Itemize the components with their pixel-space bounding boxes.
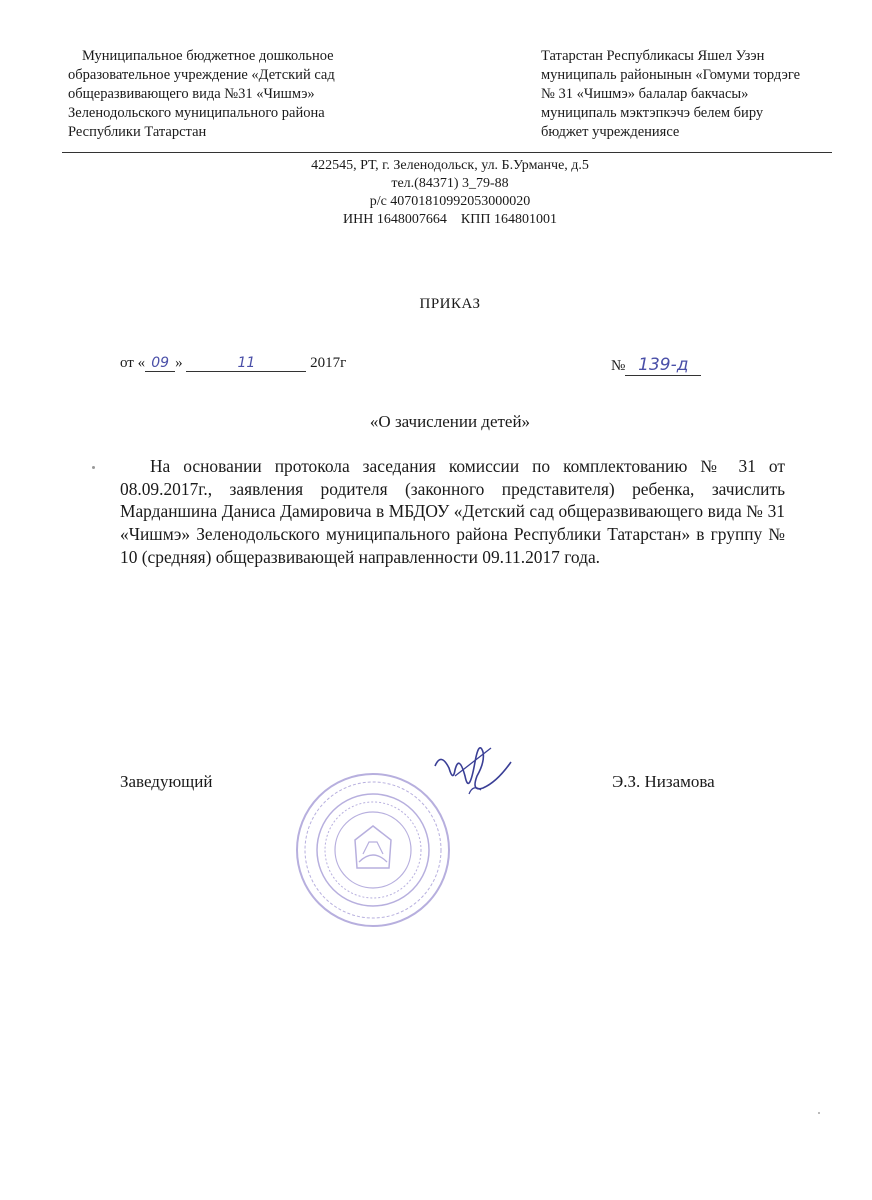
kpp: КПП 164801001 (460, 212, 557, 227)
header-divider (62, 152, 832, 153)
header-right-line: муниципаль районынын «Гомуми тордэге (541, 67, 801, 83)
number-value: 139-д (625, 355, 701, 376)
order-body: На основании протокола заседания комиссии по комплектованию № 31 от 08.09.2017г., заявления родителя (законного представителя) ребенка, зачислить Марданшина Даниса Дамировича в МБДОУ «Детский сад общеразвивающего вида № 31 «Чишмэ» Зеленодольского муниципального района Республики Татарстан» в группу № 10 (средняя) общеразвивающей направленности 09.11.2017 года. (120, 456, 785, 567)
header-right-line: Татарстан Республикасы Яшел Узэн (541, 48, 765, 64)
header-left-line: образовательное учреждение «Детский сад (68, 67, 335, 83)
signatory-position: Заведующий (120, 772, 213, 791)
handwritten-signature (425, 732, 515, 807)
header-right-tatar (541, 47, 841, 142)
phone-line: тел.(84371) 3_79-88 (391, 176, 509, 191)
day-close-quote: » (175, 355, 183, 371)
scan-speck (92, 466, 95, 469)
scan-speck (818, 1112, 820, 1114)
day-open-quote: « (137, 355, 146, 371)
document-title: ПРИКАЗ (419, 296, 481, 312)
inn: ИНН 1648007664 (343, 212, 447, 227)
header-left-line: Республики Татарстан (68, 124, 207, 140)
address-block (0, 157, 872, 229)
header-right-line: бюджет учреждениясе (541, 124, 680, 140)
order-number (611, 355, 701, 376)
order-subject: «О зачислении детей» (369, 412, 531, 431)
number-sign: № (611, 358, 626, 374)
date-prefix: от (120, 355, 134, 371)
order-date (120, 355, 346, 372)
header-right-line: № 31 «Чишмэ» балалар бакчасы» (541, 86, 749, 102)
signatory-name: Э.З. Низамова (612, 772, 715, 791)
header-left-line: общеразвивающего вида №31 «Чишмэ» (68, 86, 315, 102)
date-year: 2017г (310, 355, 347, 371)
inn-kpp-line (0, 211, 872, 229)
account-line: р/с 40701810992053000020 (369, 194, 531, 209)
address-line: 422545, РТ, г. Зеленодольск, ул. Б.Урманче, д.5 (311, 158, 589, 173)
date-month: 11 (186, 355, 306, 372)
date-day: 09 (145, 355, 175, 372)
header-left-line: Муниципальное бюджетное дошкольное (82, 48, 334, 64)
header-left-russian (68, 47, 398, 142)
header-right-line: муниципаль мэктэпкэчэ белем биру (541, 105, 764, 121)
header-left-line: Зеленодольского муниципального района (68, 105, 325, 121)
